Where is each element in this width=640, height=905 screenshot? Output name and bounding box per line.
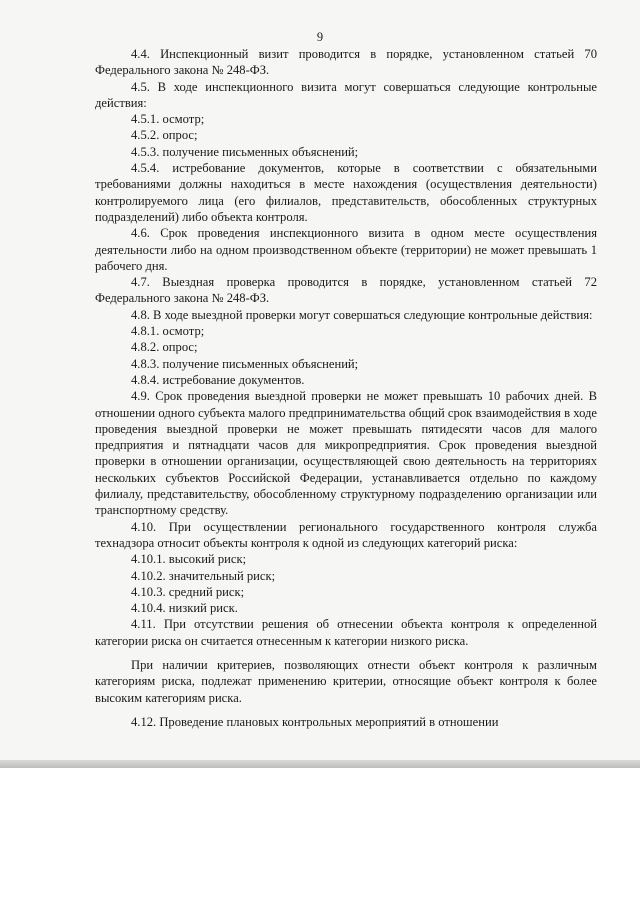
- scan-edge: [0, 760, 640, 768]
- paragraph: 4.4. Инспекционный визит проводится в порядке, установленном статьей 70 Федерального закона № 248-ФЗ.: [95, 47, 597, 78]
- paragraph: 4.8. В ходе выездной проверки могут совершаться следующие контрольные действия:: [131, 307, 593, 322]
- paragraph: 4.10. При осуществлении регионального государственного контроля служба технадзора относит объекты контроля к одной из следующих категорий риска:: [95, 519, 597, 550]
- paragraph: При наличии критериев, позволяющих отнести объект контроля к различным категориям риска, подлежат применению критерии, относящие объект контроля к более высоким категориям риска.: [95, 657, 597, 705]
- paragraph: 4.8.1. осмотр;: [131, 324, 205, 339]
- paragraph: 4.6. Срок проведения инспекционного визита в одном месте осуществления деятельности либо на одном производственном объекте (территории) не может превышать 1 рабочего дня.: [95, 226, 597, 273]
- paragraph: 4.5.4. истребование документов, которые в соответствии с обязательными требованиями должны находиться в месте нахождения (осуществления деятельности) контролируемого лица (его филиалов, представительств, обособленных структурных подразделений) либо объекта контроля.: [95, 161, 597, 224]
- paragraph: 4.10.4. низкий риск.: [131, 601, 238, 616]
- paragraph: 4.5.1. осмотр;: [131, 112, 205, 127]
- paragraph: 4.12. Проведение плановых контрольных мероприятий в отношении: [131, 714, 499, 729]
- document-body: [95, 46, 597, 730]
- paragraph: 4.9. Срок проведения выездной проверки не может превышать 10 рабочих дней. В отношении одного субъекта малого предпринимательства общий срок взаимодействия в ходе проведения выездной проверки не может превышать пятидесяти часов для малого предприятия и пятнадцати часов для микропредприятия. Срок проведения выездной проверки в отношении организации, осуществляющей свою деятельность на территориях нескольких субъектов Российской Федерации, устанавливается отдельно по каждому филиалу, представительству, обособленному структурному подразделению организации или транспортному средству.: [95, 389, 597, 518]
- paragraph: 4.5.2. опрос;: [131, 128, 198, 143]
- paragraph: 4.10.2. значительный риск;: [131, 568, 276, 583]
- paragraph: 4.7. Выездная проверка проводится в порядке, установленном статьей 72 Федерального закона № 248-ФЗ.: [95, 275, 597, 306]
- page-number: 9: [316, 30, 324, 44]
- paragraph: 4.8.3. получение письменных объяснений;: [131, 356, 359, 371]
- paragraph: 4.8.4. истребование документов.: [131, 372, 305, 387]
- paragraph: 4.8.2. опрос;: [131, 340, 198, 355]
- paragraph: 4.10.3. средний риск;: [131, 584, 245, 599]
- paragraph: 4.11. При отсутствии решения об отнесении объекта контроля к определенной категории риска он считается отнесенным к категории низкого риска.: [95, 617, 597, 648]
- paragraph: 4.5.3. получение письменных объяснений;: [131, 144, 359, 159]
- paragraph: 4.10.1. высокий риск;: [131, 552, 247, 567]
- paragraph: 4.5. В ходе инспекционного визита могут совершаться следующие контрольные действия:: [95, 79, 597, 110]
